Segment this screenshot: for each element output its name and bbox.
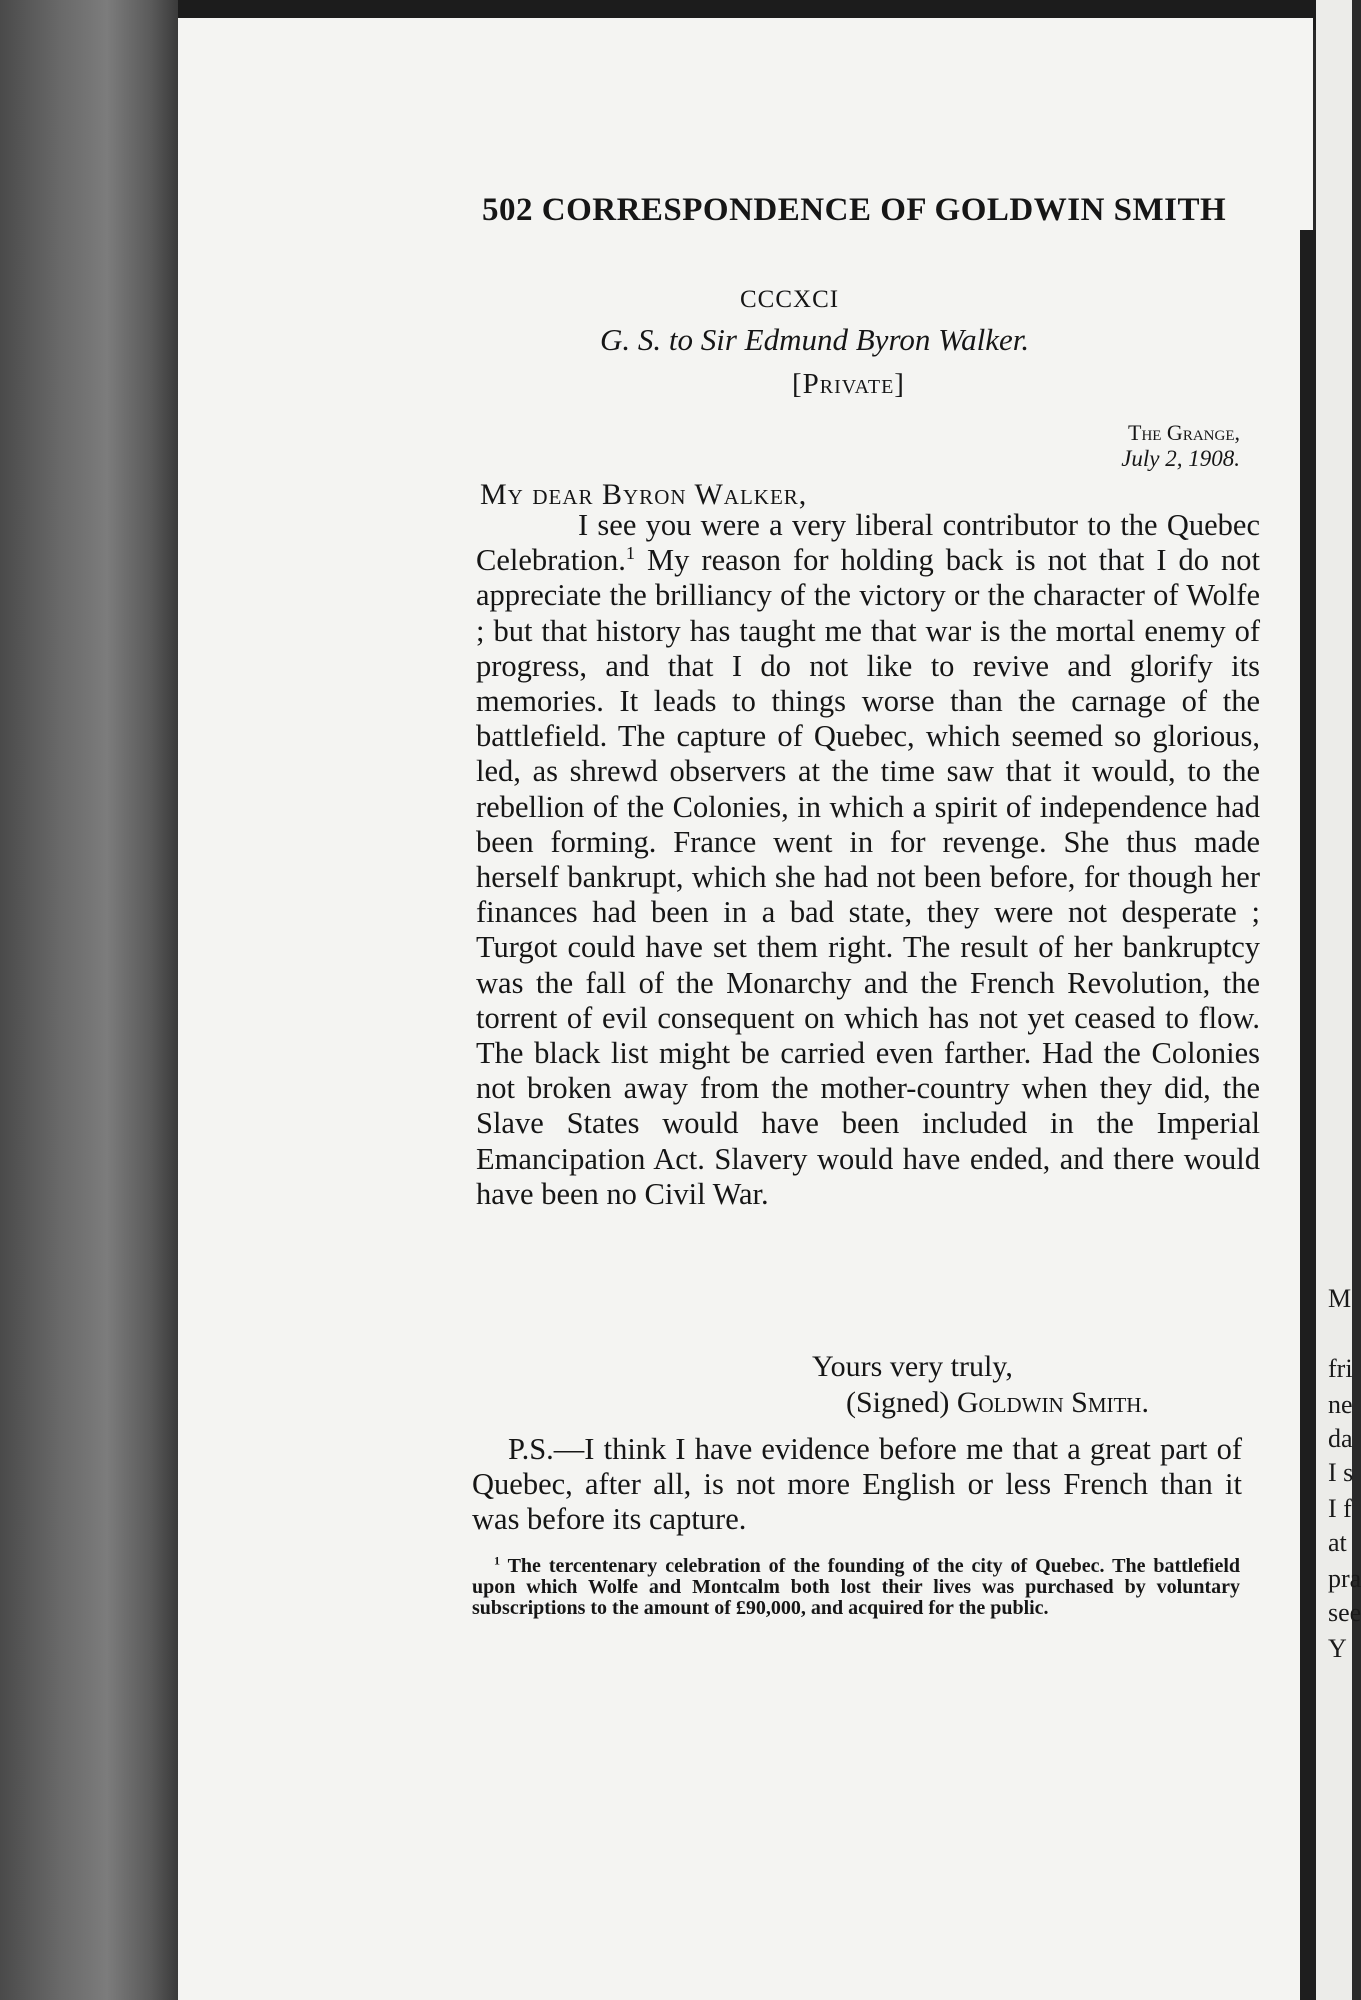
private-marking: [Private] (792, 368, 905, 400)
facing-fragment: da (1328, 1424, 1353, 1453)
signature: Goldwin Smith. (956, 1386, 1149, 1419)
letter-date (1040, 446, 1240, 472)
facing-fragment: I s (1328, 1458, 1354, 1487)
footnote-marker: 1 (494, 1553, 500, 1568)
facing-fragment: fri (1328, 1354, 1353, 1383)
letter-date-text: July 2, 1908. (1121, 446, 1240, 471)
postscript (472, 1432, 1242, 1538)
facing-fragment: at (1328, 1528, 1347, 1557)
page-number: 502 (482, 192, 533, 228)
footnote-text: The tercentenary celebration of the founding of the city of Quebec. The battlefield upon which Wolfe and Montcalm both lost their lives was purchased by voluntary subscriptions to the amount of £90,000, and acquired for the public. (472, 1555, 1241, 1619)
body-continuation: My reason for holding back is not that I do not appreciate the brilliancy of the victory or the character of Wolfe ; but that history has taught me that war is the mortal enemy of progress, and that I do not like to revive and glorify its memories. It leads to things worse than the carnage of the battlefield. The capture of Quebec, which seemed so glorious, led, as shrewd observers at the time saw that it would, to the rebellion of the Colonies, in which a spirit of independence had been forming. France went in for revenge. She thus made herself bankrupt, which she had not been before, for though her finances had been in a bad state, they were not desperate ; Turgot could have set them right. The result of her bankruptcy was the fall of the Monarchy and the French Revolution, the torrent of evil consequent on which has not yet ceased to flow. The black list might be carried even farther. Had the Colonies not broken away from the mother-country when they did, the Slave States would have been included in the Imperial Emancipation Act. Slavery would have ended, and there would have been no Civil War. (476, 543, 1260, 1211)
letter-body (476, 508, 1260, 1212)
facing-fragment: M (1328, 1284, 1352, 1313)
facing-fragment: ne (1328, 1390, 1353, 1419)
signed-prefix: (Signed) (846, 1386, 950, 1419)
letter-place: The Grange, (1128, 420, 1240, 445)
salutation: My dear Byron Walker, (480, 478, 808, 511)
book-binding (0, 0, 178, 2000)
running-head (482, 192, 1262, 229)
facing-fragment: I f (1328, 1494, 1352, 1523)
facing-fragment: pra (1328, 1564, 1361, 1593)
body-opening: I see you were a very liberal contributor to the Quebec Celebration. (476, 508, 1260, 578)
footnote (472, 1553, 1241, 1619)
facing-page-edge (1316, 0, 1361, 2000)
signature-line (846, 1386, 1149, 1420)
facing-fragment: Y (1328, 1634, 1347, 1663)
facing-fragment: see (1328, 1598, 1361, 1627)
running-title: CORRESPONDENCE OF GOLDWIN SMITH (541, 192, 1227, 228)
footnote-reference: 1 (625, 543, 636, 564)
closing: Yours very truly, (812, 1350, 1013, 1383)
letter-title: G. S. to Sir Edmund Byron Walker. (600, 322, 1030, 357)
letter-number: CCCXCI (740, 286, 840, 313)
postscript-text: P.S.—I think I have evidence before me that a great part of Quebec, after all, is not more English or less French than it was before its capture. (472, 1432, 1242, 1537)
page-gutter (1300, 230, 1316, 2000)
